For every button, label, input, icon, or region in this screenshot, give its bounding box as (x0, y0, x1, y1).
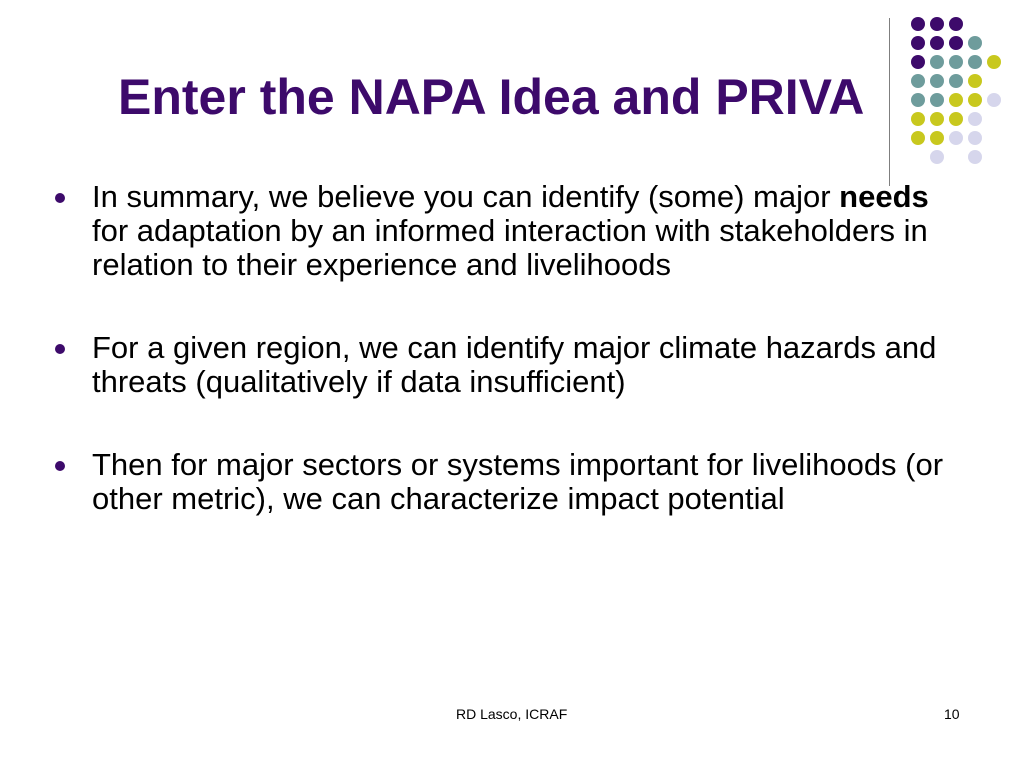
bullet-item (55, 331, 955, 399)
dot (968, 74, 982, 88)
dot (949, 55, 963, 69)
dot (949, 131, 963, 145)
dot (930, 17, 944, 31)
footer-text: RD Lasco, ICRAF (456, 706, 568, 722)
bullet-text: for adaptation by an informed interaction with stakeholders in relation to their experience and livelihoods (92, 213, 928, 282)
bullet-item (55, 448, 955, 516)
dot (930, 131, 944, 145)
bullet-text: For a given region, we can identify major climate hazards and threats (qualitatively if data insufficient) (92, 330, 937, 399)
dot (949, 36, 963, 50)
dot (911, 17, 925, 31)
bullet-dot-icon (55, 344, 65, 354)
dot (930, 93, 944, 107)
dot (949, 93, 963, 107)
bullet-dot-icon (55, 193, 65, 203)
dot (987, 93, 1001, 107)
bullet-list (55, 180, 955, 516)
slide-title: Enter the NAPA Idea and PRIVA (118, 69, 865, 125)
dot (968, 36, 982, 50)
dot (930, 36, 944, 50)
dot (968, 131, 982, 145)
dot (968, 112, 982, 126)
dot (911, 131, 925, 145)
dot (911, 93, 925, 107)
dot (968, 55, 982, 69)
dot (949, 17, 963, 31)
bullet-dot-icon (55, 461, 65, 471)
dot (987, 55, 1001, 69)
bullet-text: Then for major sectors or systems important for livelihoods (or other metric), we can characterize impact potential (92, 447, 944, 516)
divider-line (889, 18, 890, 186)
dot (949, 74, 963, 88)
page-number: 10 (944, 706, 960, 722)
dot (930, 112, 944, 126)
dot (911, 74, 925, 88)
dot (968, 93, 982, 107)
bullet-item (55, 180, 955, 282)
dot (930, 55, 944, 69)
dot (911, 55, 925, 69)
dot (930, 150, 944, 164)
dot (968, 150, 982, 164)
dot (911, 36, 925, 50)
bullet-text-bold: needs (839, 179, 929, 214)
dot (911, 112, 925, 126)
dot (949, 112, 963, 126)
dot (930, 74, 944, 88)
bullet-text: In summary, we believe you can identify (some) major (92, 179, 840, 214)
